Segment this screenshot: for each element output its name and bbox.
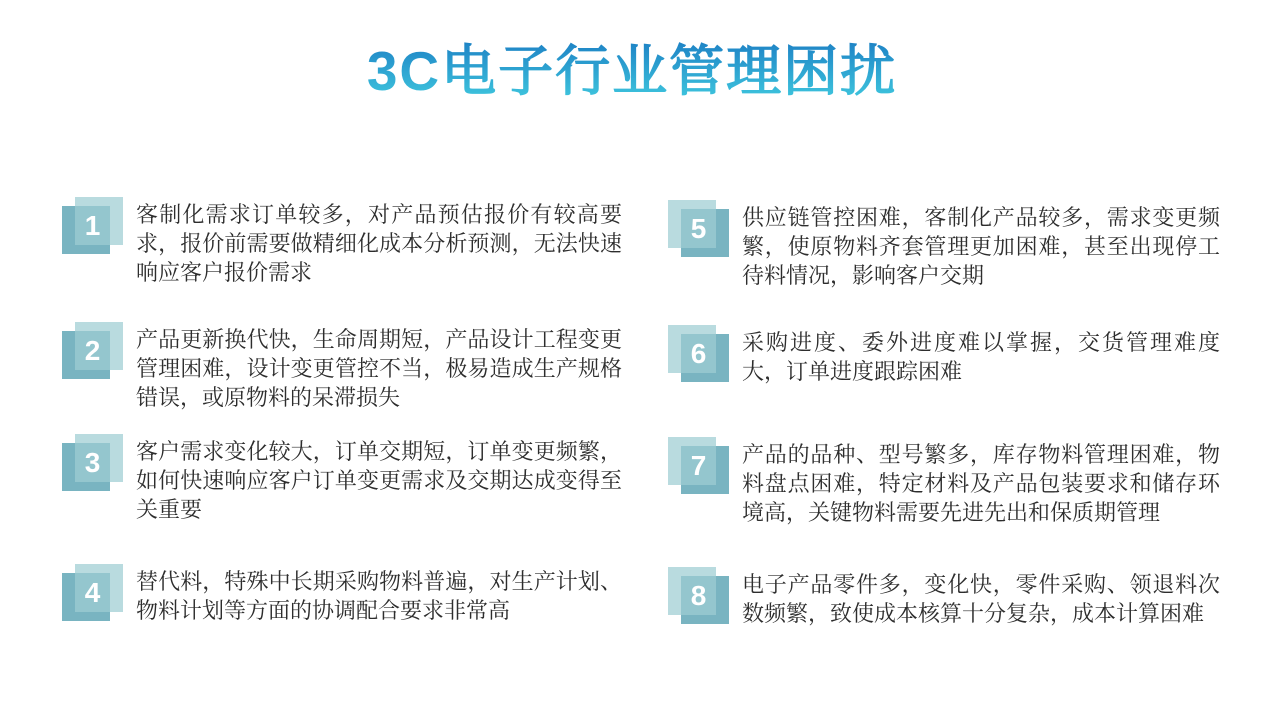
item-number: 6 [690, 337, 707, 369]
item-text: 采购进度、委外进度难以掌握，交货管理难度大，订单进度跟踪困难 [742, 330, 1220, 384]
trouble-item-8 [668, 567, 1220, 628]
item-number-badge [668, 567, 729, 624]
item-number: 7 [690, 449, 707, 481]
item-text: 产品的品种、型号繁多，库存物料管理困难，物料盘点困难，特定材料及产品包装要求和储存环境高，关键物料需要先进先出和保质期管理 [742, 442, 1220, 525]
item-number: 8 [690, 579, 707, 611]
item-number: 3 [84, 446, 101, 478]
item-number-badge [62, 434, 123, 491]
item-text: 客制化需求订单较多，对产品预估报价有较高要求，报价前需要做精细化成本分析预测，无法快速响应客户报价需求 [136, 202, 622, 285]
left-column [62, 197, 622, 625]
item-number: 4 [84, 576, 101, 608]
item-text: 替代料，特殊中长期采购物料普遍，对生产计划、物料计划等方面的协调配合要求非常高 [136, 569, 622, 623]
trouble-item-2 [62, 322, 622, 434]
item-number-badge [668, 200, 729, 257]
item-number: 5 [690, 212, 707, 244]
trouble-item-7 [668, 437, 1220, 567]
item-text: 电子产品零件多，变化快，零件采购、领退料次数频繁，致使成本核算十分复杂，成本计算困难 [742, 572, 1220, 626]
item-number: 1 [84, 209, 101, 241]
item-text: 客户需求变化较大，订单交期短，订单变更频繁，如何快速响应客户订单变更需求及交期达成变得至关重要 [136, 439, 622, 522]
page-title: 3C电子行业管理困扰 [0, 38, 1264, 104]
item-number-badge [62, 564, 123, 621]
item-number-badge [668, 437, 729, 494]
item-number: 2 [84, 334, 101, 366]
trouble-item-1 [62, 197, 622, 322]
trouble-item-5 [668, 200, 1220, 325]
item-number-badge [668, 325, 729, 382]
trouble-item-3 [62, 434, 622, 564]
item-number-badge [62, 322, 123, 379]
trouble-item-6 [668, 325, 1220, 437]
trouble-item-4 [62, 564, 622, 625]
right-column [668, 200, 1220, 628]
item-text: 产品更新换代快，生命周期短，产品设计工程变更管理困难，设计变更管控不当，极易造成生产规格错误，或原物料的呆滞损失 [136, 327, 622, 410]
item-text: 供应链管控困难，客制化产品较多，需求变更频繁，使原物料齐套管理更加困难，甚至出现停工待料情况，影响客户交期 [742, 205, 1220, 288]
item-number-badge [62, 197, 123, 254]
